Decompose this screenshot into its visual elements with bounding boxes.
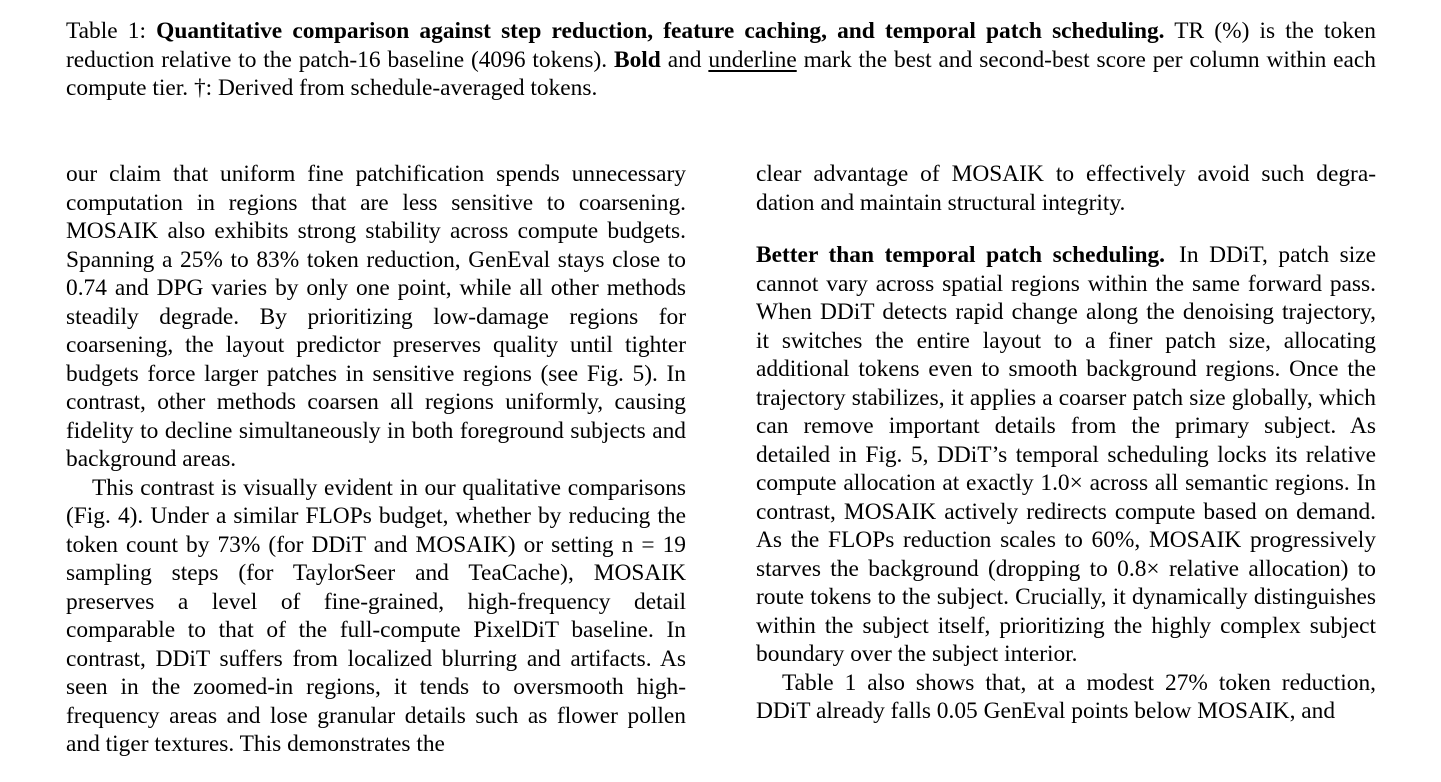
right-column	[756, 160, 1376, 726]
section-heading: Better than temporal patch scheduling.	[756, 242, 1166, 268]
caption-label: Table 1:	[66, 18, 146, 44]
caption-and-word: and	[667, 46, 702, 73]
caption-text: TR (%) is the token reduction relative to the patch-16 baseline (4096 tokens).	[66, 18, 1376, 73]
left-paragraph-1: our claim that uniform fine patchification spends unnecessary computation in regions that are less sensitive to coarsening. MOSAIK also exhibits strong stability across compute budgets. Spanning a 25% to 83% token reduction, GenEval stays close to 0.74 and DPG varies by only one point, while all other methods steadily degrade. By prioritizing low-damage regions for coarsening, the layout predictor preserves quality until tighter budgets force larger patches in sensitive regions (see Fig. 5). In contrast, other methods coarsen all regions uniformly, causing fidelity to decline simultaneously in both foreground subjects and background areas.	[66, 161, 686, 472]
right-paragraph-2-text: In DDiT, patch size cannot vary across spatial regions within the same forward pass. When DDiT detects rapid change along the denoising trajectory, it switches the entire layout to a finer patch size, allocating additional tokens even to smooth background regions. Once the trajectory stabilizes, it applies a coarser patch size globally, which can remove important details from the primary subject. As detailed in Fig. 5, DDiT’s temporal scheduling locks its relative compute allocation at exactly 1.0× across all semantic regions. In contrast, MOSAIK actively redirects compute based on demand. As the FLOPs reduction scales to 60%, MOSAIK progressively starves the background (dropping to 0.8× relative allocation) to route tokens to the subject. Crucially, it dynamically distinguishes within the subject itself, prioritizing the highly complex subject boundary over the subject interior.	[756, 242, 1376, 667]
caption-underline-word: underline	[708, 46, 797, 73]
table-caption	[66, 17, 1376, 103]
caption-title: Quantitative comparison against step reduction, feature caching, and temporal patch scheduling.	[156, 18, 1165, 44]
right-paragraph-3: Table 1 also shows that, at a modest 27% token reduction, DDiT already falls 0.05 GenEval points below MOSAIK, and	[756, 669, 1376, 724]
left-paragraph-2: This contrast is visually evident in our qualitative comparisons (Fig. 4). Under a similar FLOPs budget, whether by reducing the token count by 73% (for DDiT and MOSAIK) or setting n = 19 sampling steps (for TaylorSeer and TeaCache), MOSAIK preserves a level of fine-grained, high-frequency detail comparable to that of the full-compute PixelDiT baseline. In contrast, DDiT suffers from localized blurring and artifacts. As seen in the zoomed-in regions, it tends to oversmooth high-frequency areas and lose granular details such as flower pollen and tiger textures. This demonstrates the	[66, 474, 686, 757]
left-column	[66, 160, 686, 759]
right-paragraph-2	[756, 241, 1376, 669]
caption-text-2: mark the best and second-best score per column within each compute tier. †: Derived from schedule-averaged tokens.	[66, 46, 1376, 101]
caption-bold-word: Bold	[614, 46, 661, 73]
right-paragraph-1: clear advantage of MOSAIK to effectively avoid such degradation and maintain structural integrity.	[756, 161, 1376, 216]
